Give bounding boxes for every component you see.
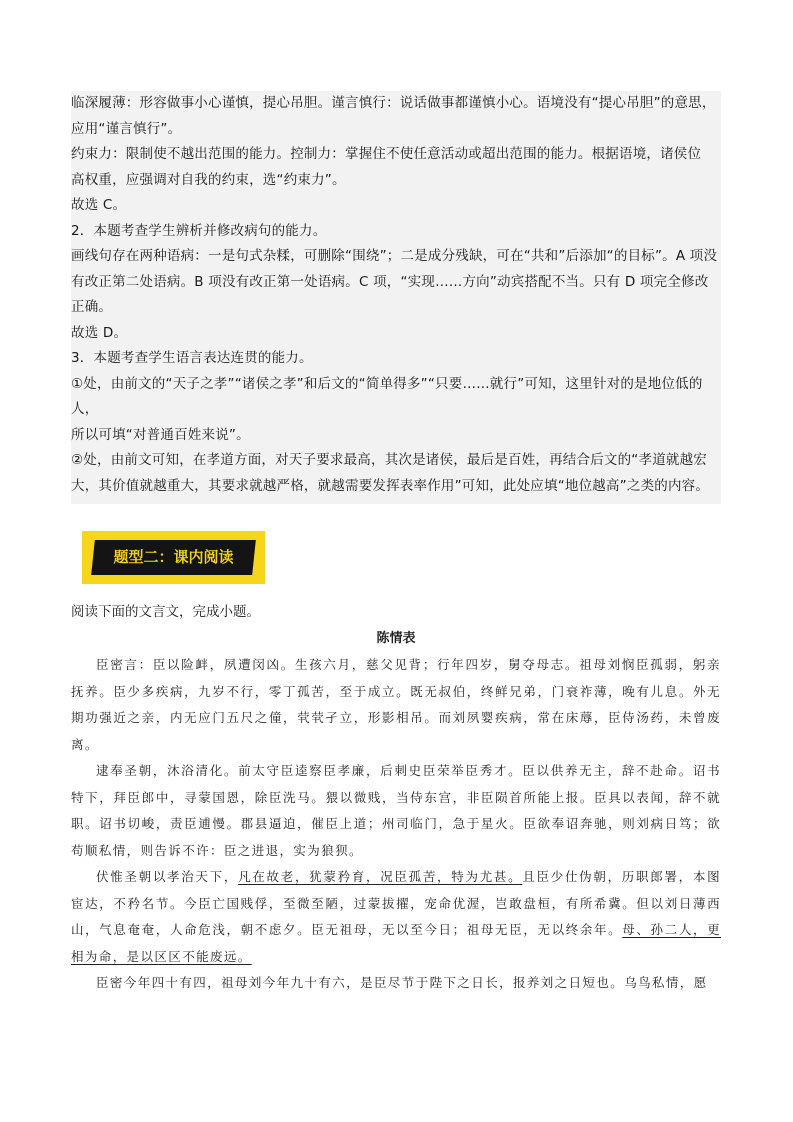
analysis-line: 有改正第二处语病。B 项没有改正第一处语病。C 项，“实现……方向”动宾搭配不当。只有 D 项完全修改 bbox=[71, 273, 709, 290]
reading-instruction: 阅读下面的文言文，完成小题。 bbox=[71, 604, 260, 620]
section-badge bbox=[82, 531, 265, 584]
essay-text: 伏惟圣朝以孝治天下， bbox=[96, 869, 239, 884]
essay-paragraph: 臣密今年四十有四，祖母刘今年九十有六，是臣尽节于陛下之日长，报养刘之日短也。乌鸟私情，愿 bbox=[96, 975, 708, 990]
analysis-line: 正确。 bbox=[71, 299, 113, 315]
analysis-line: 临深履薄：形容做事小心谨慎，提心吊胆。谨言慎行：说话做事都谨慎小心。语境没有“提心吊胆”的意思， bbox=[71, 95, 716, 111]
analysis-line: ①处，由前文的“天子之孝”“诸侯之孝”和后文的“简单得多”“只要……就行”可知，这里针对的是地位低的人， bbox=[71, 375, 703, 417]
analysis-line: 画线句存在两种语病：一是句式杂糅，可删除“围绕”；二是成分残缺，可在“共和”后添加“的目标”。A 项没 bbox=[71, 248, 718, 264]
analysis-line: 所以可填“对普通百姓来说”。 bbox=[71, 426, 250, 443]
essay-paragraph: 逮奉圣朝，沐浴清化。前太守臣逵察臣孝廉，后刺史臣荣举臣秀才。臣以供养无主，辞不赴命。诏书特下，拜臣郎中，寻蒙国恩，除臣洗马。猥以微贱，当侍东宫，非臣陨首所能上报。臣具以表闻，辞不就职。诏书切峻，责臣逋慢。郡县逼迫，催臣上道；州司临门，急于星火。臣欲奉诏奔驰，则刘病日笃；欲苟顺私情，则告诉不许：臣之进退，实为狼狈。 bbox=[71, 763, 721, 858]
analysis-line: 故选 D。 bbox=[71, 324, 128, 341]
analysis-line: 应用“谨言慎行”。 bbox=[71, 120, 182, 137]
essay-title: 陈情表 bbox=[376, 631, 416, 646]
analysis-line: 约束力：限制使不越出范围的能力。控制力：掌握住不使任意活动或超出范围的能力。根据语境，诸侯位 bbox=[71, 146, 702, 162]
essay-paragraph bbox=[71, 864, 721, 970]
underlined-sentence: 凡在故老，犹蒙矜育，况臣孤苦，特为尤甚。 bbox=[238, 869, 523, 884]
analysis-line: 3．本题考查学生语言表达连贯的能力。 bbox=[71, 350, 313, 366]
analysis-line: 高权重，应强调对自我的约束，选“约束力”。 bbox=[71, 171, 346, 188]
essay-text: 且臣少仕伪朝，历职郎署，本图宦达，不矜名节。今臣亡国贱俘，至微至陋，过蒙拔擢，宠命优渥，岂敢盘桓，有所希冀。但以刘日薄西山，气息奄奄，人命危浅，朝不虑夕。臣无祖母，无以至今日；祖母无臣，无以终余年。 bbox=[71, 869, 721, 937]
analysis-line: ②处，由前文可知，在孝道方面，对天子要求最高，其次是诸侯，最后是百姓，再结合后文的“孝道就越宏 bbox=[71, 452, 707, 468]
section-title: 题型二：课内阅读 bbox=[113, 548, 234, 566]
essay-paragraph: 臣密言：臣以险衅，夙遭闵凶。生孩六月，慈父见背；行年四岁，舅夺母志。祖母刘悯臣孤弱，躬亲抚养。臣少多疾病，九岁不行，零丁孤苦，至于成立。既无叔伯，终鲜兄弟，门衰祚薄，晚有儿息。外无期功强近之亲，内无应门五尺之僮，茕茕孑立，形影相吊。而刘夙婴疾病，常在床蓐，臣侍汤药，未曾废离。 bbox=[71, 657, 721, 752]
analysis-line: 故选 C。 bbox=[71, 197, 127, 213]
underlined-sentence: 母、孙二人，更相为命，是以区区不能废远。 bbox=[71, 922, 721, 964]
analysis-line: 2．本题考查学生辨析并修改病句的能力。 bbox=[71, 222, 327, 239]
analysis-line: 大，其价值就越重大，其要求就越严格，就越需要发挥表率作用”可知，此处应填“地位越高”之类的内容。 bbox=[71, 477, 710, 494]
answer-analysis-block bbox=[71, 91, 721, 504]
essay-body bbox=[71, 652, 721, 997]
